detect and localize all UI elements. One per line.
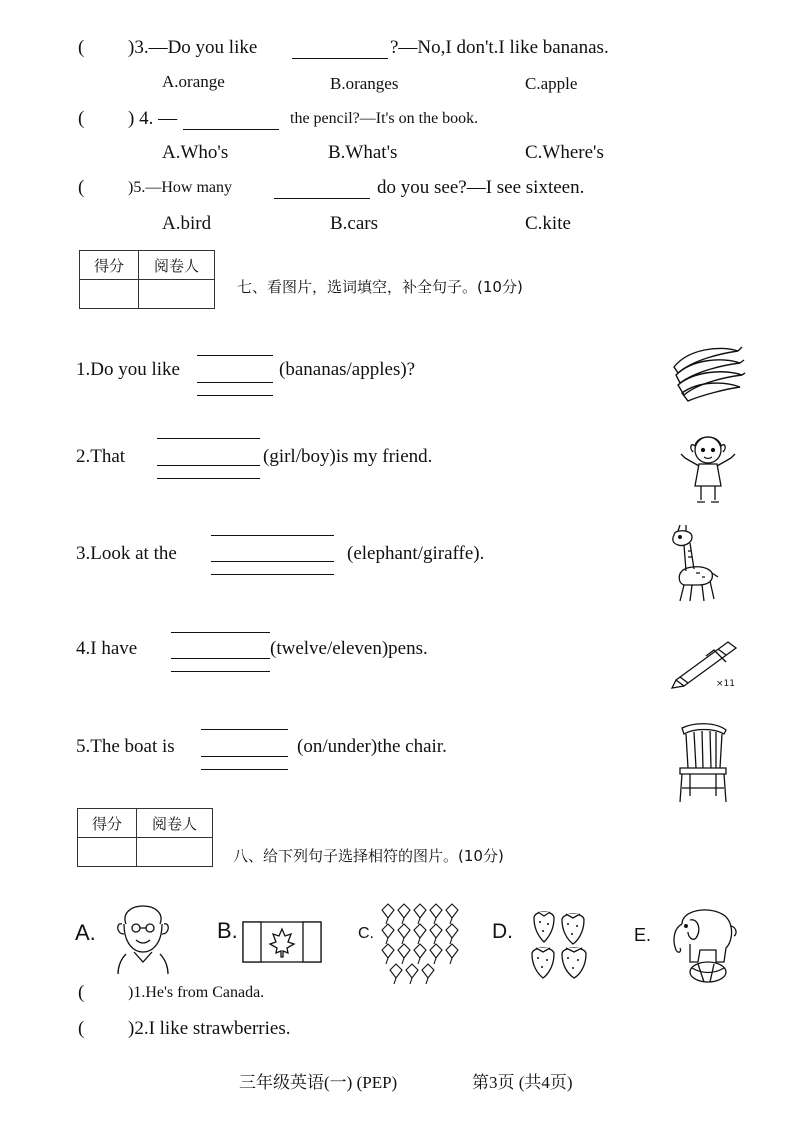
item-choices: (girl/boy)is my friend. bbox=[263, 446, 433, 467]
answer-paren[interactable]: ( bbox=[78, 37, 85, 58]
giraffe-picture bbox=[668, 525, 720, 605]
option-c[interactable]: C.Where's bbox=[525, 142, 604, 163]
option-a-label: A. bbox=[75, 920, 96, 945]
option-d-label: D. bbox=[492, 920, 513, 943]
question-text: )5.—How many bbox=[128, 179, 232, 196]
option-a[interactable]: A.Who's bbox=[162, 142, 229, 163]
question-text: do you see?—I see sixteen. bbox=[377, 177, 585, 198]
item-text: 4.I have bbox=[76, 638, 138, 659]
answer-paren[interactable]: ( bbox=[78, 982, 85, 1003]
answer-blank[interactable] bbox=[183, 111, 279, 130]
answer-blank[interactable] bbox=[211, 561, 334, 562]
answer-blank[interactable] bbox=[201, 756, 288, 757]
elephant-picture bbox=[668, 904, 740, 984]
option-c[interactable]: C.kite bbox=[525, 213, 571, 234]
grader-cell[interactable] bbox=[137, 838, 213, 867]
answer-blank[interactable] bbox=[274, 180, 370, 199]
grader-label: 阅卷人 bbox=[137, 809, 213, 838]
score-table bbox=[77, 808, 213, 867]
answer-paren[interactable]: ( bbox=[78, 1018, 85, 1039]
option-a[interactable]: A.bird bbox=[162, 213, 212, 234]
question-text: the pencil?—It's on the book. bbox=[290, 110, 479, 127]
grader-label: 阅卷人 bbox=[139, 251, 215, 280]
footer-subject: 三年级英语(一) (PEP) bbox=[239, 1073, 398, 1092]
answer-blank[interactable] bbox=[171, 658, 270, 659]
item-text: 2.That bbox=[76, 446, 126, 467]
option-a[interactable]: A.orange bbox=[162, 72, 225, 91]
grader-cell[interactable] bbox=[139, 280, 215, 309]
option-b[interactable]: B.oranges bbox=[330, 74, 399, 93]
pen-count: ×11 bbox=[716, 679, 735, 689]
item-text: 5.The boat is bbox=[76, 736, 175, 757]
item-text: 3.Look at the bbox=[76, 543, 177, 564]
item-text: 1.Do you like bbox=[76, 359, 180, 380]
item-choices: (elephant/giraffe). bbox=[347, 543, 485, 564]
answer-paren[interactable]: ( bbox=[78, 108, 85, 129]
item-choices: (bananas/apples)? bbox=[279, 359, 416, 380]
grandpa-picture bbox=[112, 904, 174, 974]
item-choices: (on/under)the chair. bbox=[297, 736, 447, 757]
score-table bbox=[79, 250, 215, 309]
answer-blank[interactable] bbox=[157, 465, 260, 466]
score-cell[interactable] bbox=[78, 838, 137, 867]
section-title: 七、看图片，选词填空，补全句子。(10分) bbox=[237, 278, 523, 296]
question-text: )2.I like strawberries. bbox=[128, 1018, 291, 1039]
kites-picture bbox=[380, 900, 464, 984]
option-c-label: C. bbox=[358, 925, 374, 942]
option-b[interactable]: B.What's bbox=[328, 142, 398, 163]
item-choices: (twelve/eleven)pens. bbox=[270, 638, 428, 659]
answer-blank[interactable] bbox=[292, 40, 388, 59]
canada-flag-picture bbox=[242, 921, 322, 963]
option-b-label: B. bbox=[217, 918, 238, 943]
girl-picture bbox=[677, 430, 739, 506]
answer-blank[interactable] bbox=[197, 382, 273, 383]
question-text: )1.He's from Canada. bbox=[128, 984, 265, 1001]
question-text: ?—No,I don't.I like bananas. bbox=[390, 37, 609, 58]
footer-page: 第3页 (共4页) bbox=[472, 1073, 573, 1092]
option-c[interactable]: C.apple bbox=[525, 74, 578, 93]
strawberries-picture bbox=[528, 906, 596, 980]
option-b[interactable]: B.cars bbox=[330, 213, 379, 234]
answer-paren[interactable]: ( bbox=[78, 177, 85, 198]
question-text: )3.—Do you like bbox=[128, 37, 258, 58]
pens-picture bbox=[668, 634, 742, 694]
score-label: 得分 bbox=[78, 809, 137, 838]
score-label: 得分 bbox=[80, 251, 139, 280]
bananas-picture bbox=[668, 343, 746, 403]
score-cell[interactable] bbox=[80, 280, 139, 309]
chair-picture bbox=[676, 722, 730, 804]
section-title: 八、给下列句子选择相符的图片。(10分) bbox=[233, 847, 504, 865]
option-e-label: E. bbox=[634, 925, 652, 945]
question-text: ) 4. — bbox=[128, 108, 178, 129]
